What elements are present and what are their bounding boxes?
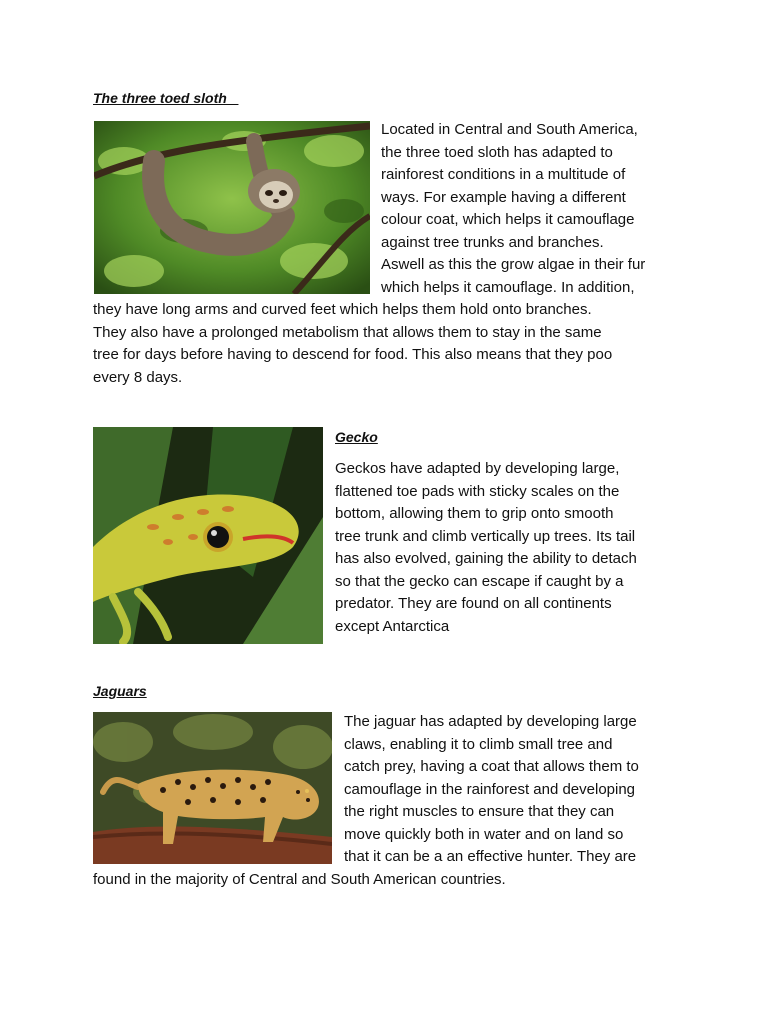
jaguar-line: claws, enabling it to climb small tree and xyxy=(344,735,613,753)
gecko-line: Geckos have adapted by developing large, xyxy=(335,460,620,477)
sloth-line: every 8 days. xyxy=(93,368,183,386)
sloth-line: rainforest conditions in a multitude of xyxy=(381,166,626,183)
sloth-line: Aswell as this the grow algae in their fur xyxy=(381,256,646,273)
sloth-line: ways. For example having a different xyxy=(381,188,626,206)
gecko-line: bottom, allowing them to grip onto smooth xyxy=(335,505,614,522)
jaguar-line: catch prey, having a coat that allows them to xyxy=(344,758,639,775)
gecko-heading: Gecko xyxy=(335,429,378,445)
gecko-line: predator. They are found on all continents xyxy=(335,595,612,612)
gecko-line: except Antarctica xyxy=(335,617,450,635)
gecko-line: tree trunk and climb vertically up trees. Its tail xyxy=(335,527,636,545)
jaguar-line: the right muscles to ensure that they can xyxy=(344,803,615,820)
jaguar-line: found in the majority of Central and South American countries. xyxy=(93,870,506,888)
sloth-line: which helps it camouflage. In addition, xyxy=(381,278,635,296)
sloth-line: They also have a prolonged metabolism that allows them to stay in the same xyxy=(93,323,602,341)
jaguar-line: that it can be a an effective hunter. They are xyxy=(344,848,637,865)
gecko-line: flattened toe pads with sticky scales on the xyxy=(335,482,620,500)
jaguar-heading: Jaguars xyxy=(93,683,147,699)
gecko-line: so that the gecko can escape if caught by a xyxy=(335,572,624,590)
jaguar-line: The jaguar has adapted by developing large xyxy=(344,713,637,730)
sloth-line: they have long arms and curved feet which helps them hold onto branches. xyxy=(93,301,592,318)
jaguar-line: camouflage in the rainforest and developing xyxy=(344,780,636,798)
sloth-line: the three toed sloth has adapted to xyxy=(381,143,613,161)
gecko-paragraph xyxy=(93,458,693,648)
sloth-heading: The three toed sloth xyxy=(93,90,239,106)
sloth-line: against tree trunks and branches. xyxy=(381,233,604,251)
jaguar-line: move quickly both in water and on land so xyxy=(344,825,624,843)
sloth-line: tree for days before having to descend for food. This also means that they poo xyxy=(93,346,613,363)
sloth-line: colour coat, which helps it camouflage xyxy=(381,211,635,228)
sloth-paragraph xyxy=(93,119,693,389)
sloth-line: Located in Central and South America, xyxy=(381,121,638,138)
jaguar-paragraph xyxy=(93,711,693,896)
gecko-line: has also evolved, gaining the ability to detach xyxy=(335,550,637,567)
